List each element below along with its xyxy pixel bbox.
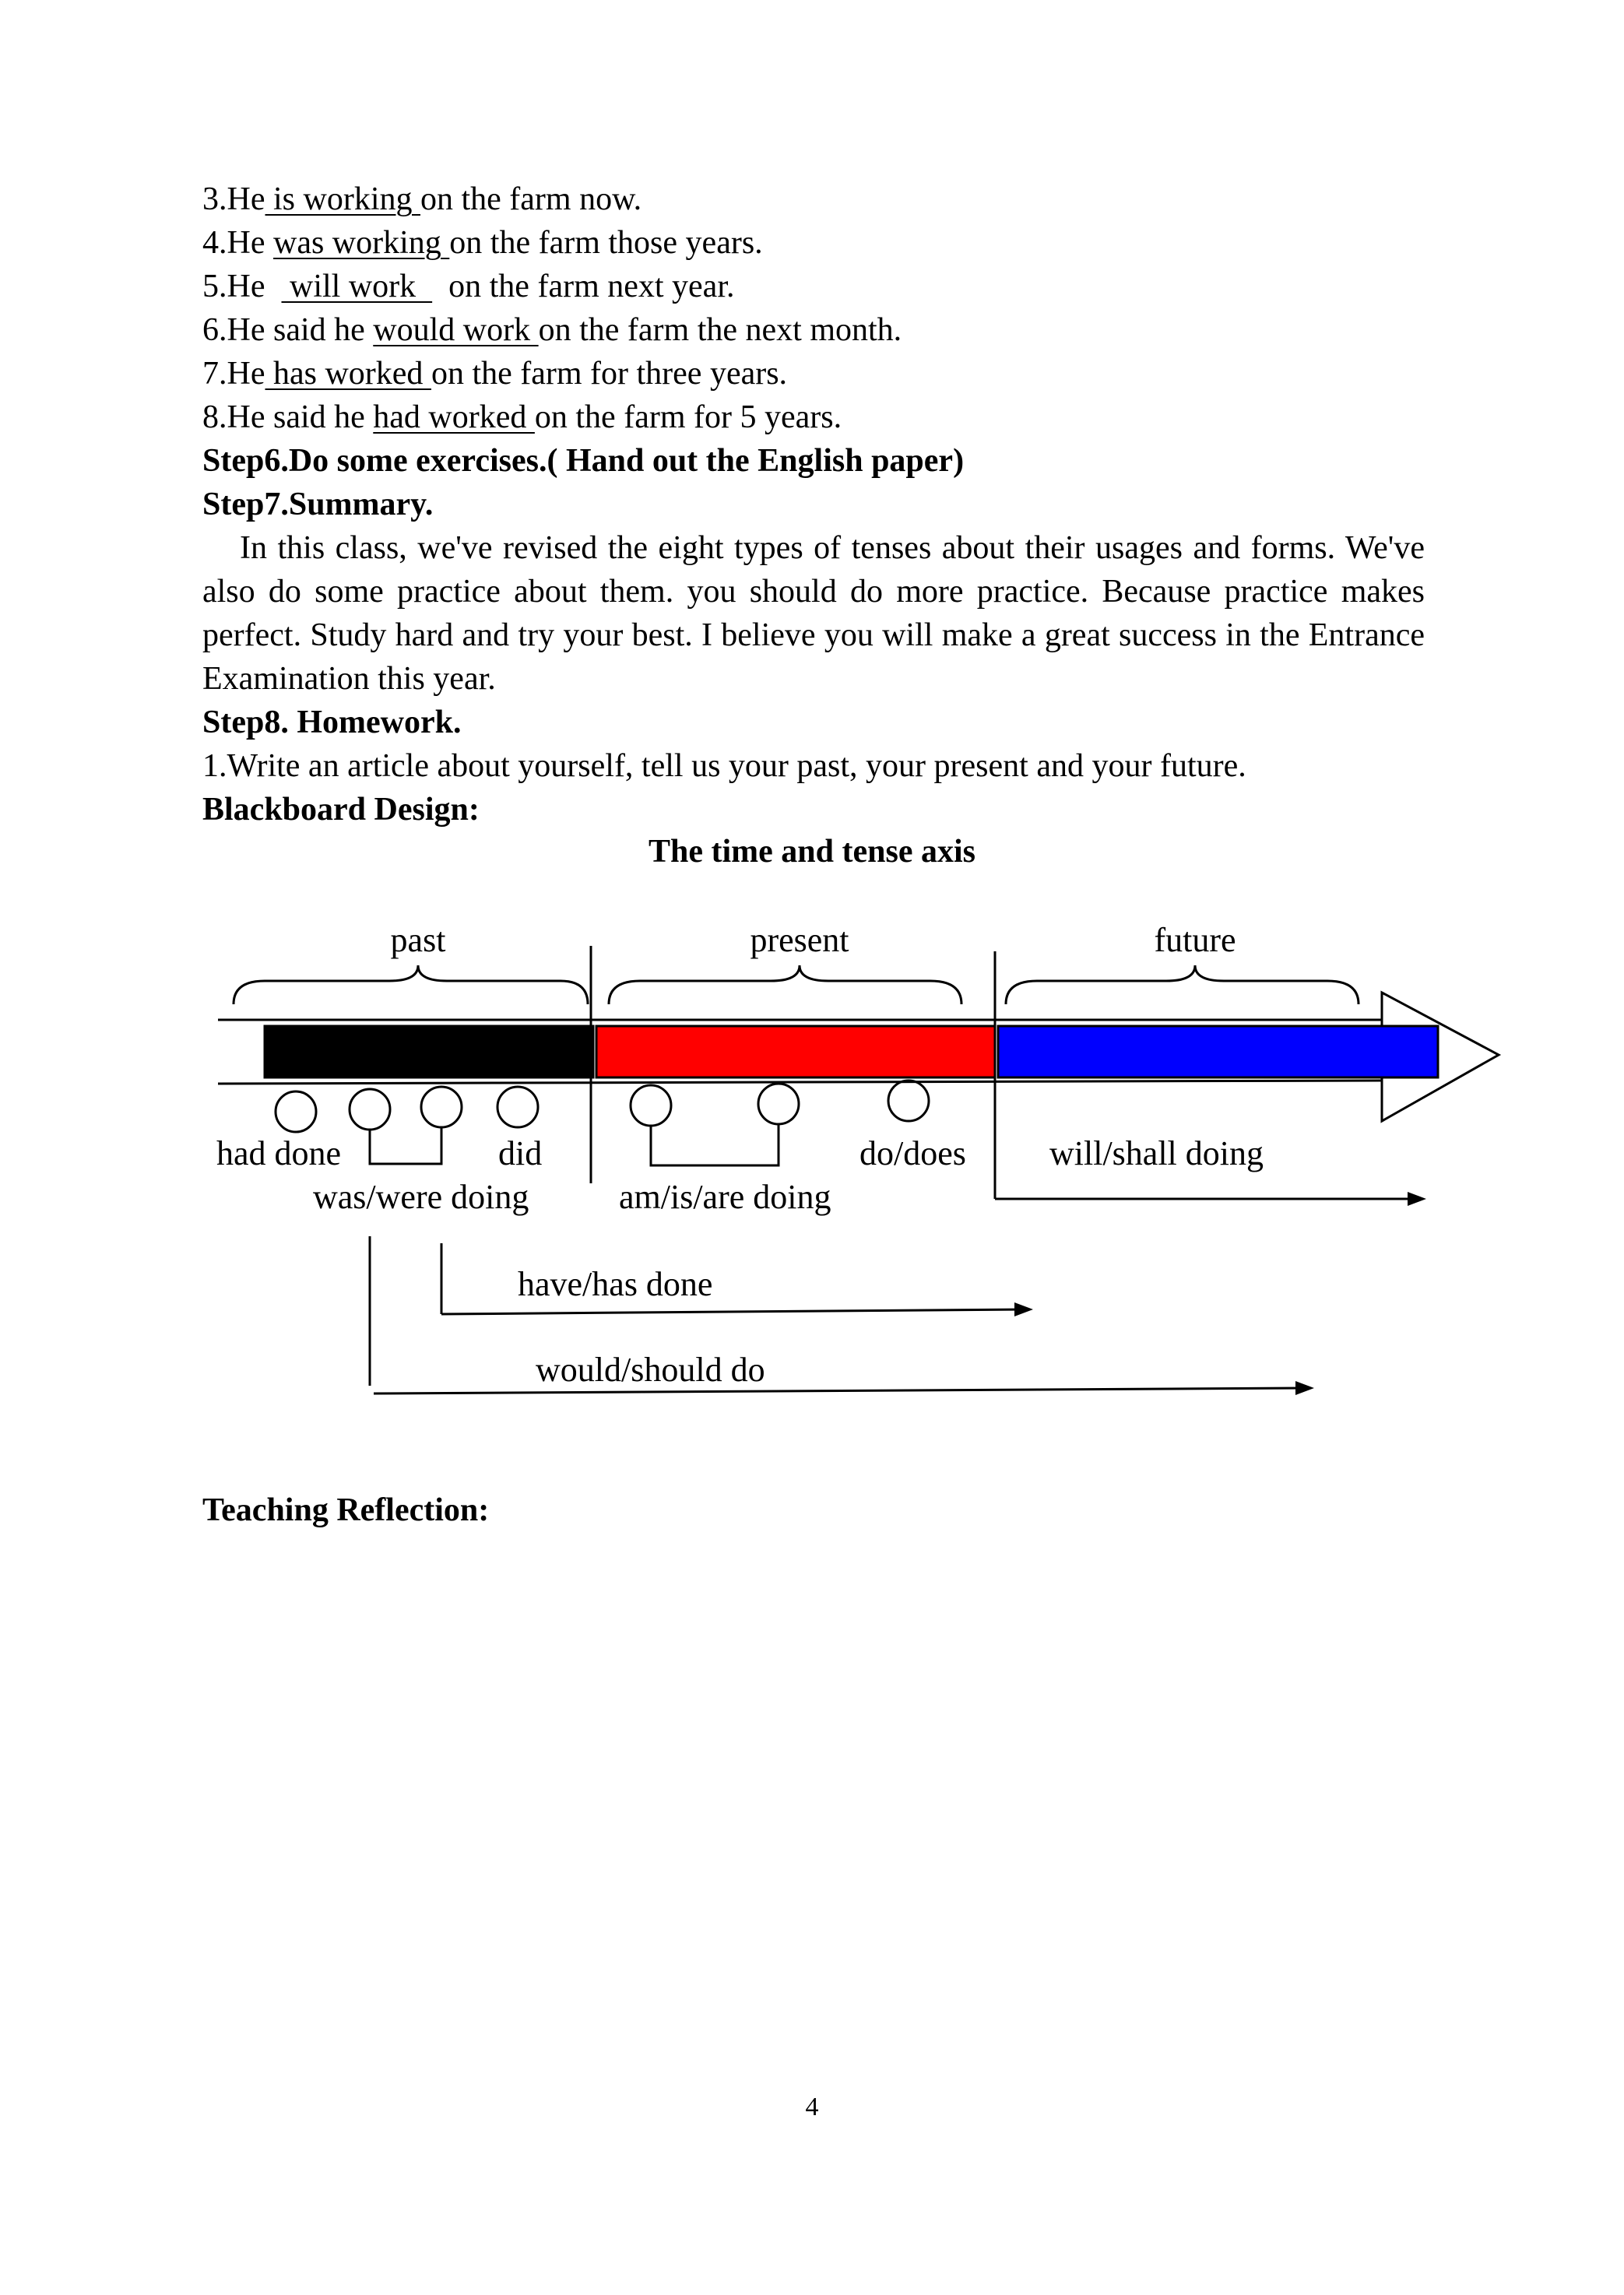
future-brace — [1006, 965, 1359, 1004]
am-doing-marker-start — [631, 1085, 671, 1126]
present-bar — [596, 1026, 995, 1077]
present-brace — [609, 965, 961, 1004]
past-brace — [234, 965, 588, 1004]
answer-blank: was working — [272, 225, 450, 261]
answer-blank: is working — [265, 181, 420, 217]
did-marker — [497, 1087, 538, 1127]
was-doing-bracket — [370, 1127, 441, 1164]
arrow-bottom-edge — [218, 1081, 1382, 1084]
have-done-arrow-head — [1014, 1302, 1033, 1316]
teaching-reflection-heading: Teaching Reflection: — [202, 1492, 490, 1528]
would-do-arrow-head — [1295, 1381, 1314, 1395]
step8-heading: Step8. Homework. — [202, 705, 462, 740]
sentence-8: 8.He said he had worked on the farm for 5 years. — [202, 399, 842, 435]
do-does-marker — [888, 1081, 929, 1121]
did-label: did — [498, 1134, 543, 1172]
future-arrow-head — [1408, 1192, 1426, 1206]
was-doing-marker-end — [421, 1087, 462, 1127]
past-label: past — [390, 921, 446, 959]
have-done-arrow-line — [441, 1309, 1024, 1314]
blackboard-heading: Blackboard Design: — [202, 792, 480, 828]
sentence-3: 3.He is working on the farm now. — [202, 181, 642, 217]
answer-blank: will work — [281, 269, 433, 304]
am-doing-bracket — [651, 1124, 779, 1165]
sentence-7: 7.He has worked on the farm for three years. — [202, 356, 788, 392]
do-does-label: do/does — [859, 1134, 966, 1172]
was-doing-marker-start — [350, 1089, 390, 1130]
was-were-doing-label: was/were doing — [313, 1178, 529, 1216]
step7-heading: Step7.Summary. — [202, 487, 434, 522]
sentence-6: 6.He said he would work on the farm the next month. — [202, 312, 902, 348]
summary-paragraph: In this class, we've revised the eight types of tenses about their usages and forms. We've also do some practice about them. you should do more practice. Because practice makes perfect. Study hard and try your best. I believe you will make a great success in the Entrance Examination this year. — [202, 530, 1425, 697]
future-label: future — [1154, 921, 1236, 959]
will-shall-doing-label: will/shall doing — [1049, 1134, 1264, 1172]
homework-item: 1.Write an article about yourself, tell us your past, your present and your future. — [202, 748, 1246, 784]
had-done-label: had done — [216, 1134, 342, 1172]
sentence-4: 4.He was working on the farm those years. — [202, 225, 763, 261]
am-doing-marker-end — [758, 1084, 799, 1124]
have-has-done-label: have/has done — [518, 1265, 713, 1303]
diagram-title: The time and tense axis — [649, 834, 975, 870]
present-label: present — [750, 921, 849, 959]
answer-blank: would work — [373, 312, 539, 348]
future-bar — [998, 1026, 1438, 1077]
answer-blank: had worked — [373, 399, 535, 435]
step6-heading: Step6.Do some exercises.( Hand out the English paper) — [202, 443, 965, 479]
would-do-arrow-line — [374, 1388, 1304, 1394]
am-is-are-doing-label: am/is/are doing — [619, 1178, 831, 1216]
sentence-5: 5.He will work on the farm next year. — [202, 269, 735, 304]
had-done-marker — [276, 1091, 316, 1132]
would-should-do-label: would/should do — [536, 1351, 765, 1389]
past-bar — [265, 1026, 593, 1077]
page-number: 4 — [805, 2093, 819, 2121]
answer-blank: has worked — [265, 356, 431, 392]
